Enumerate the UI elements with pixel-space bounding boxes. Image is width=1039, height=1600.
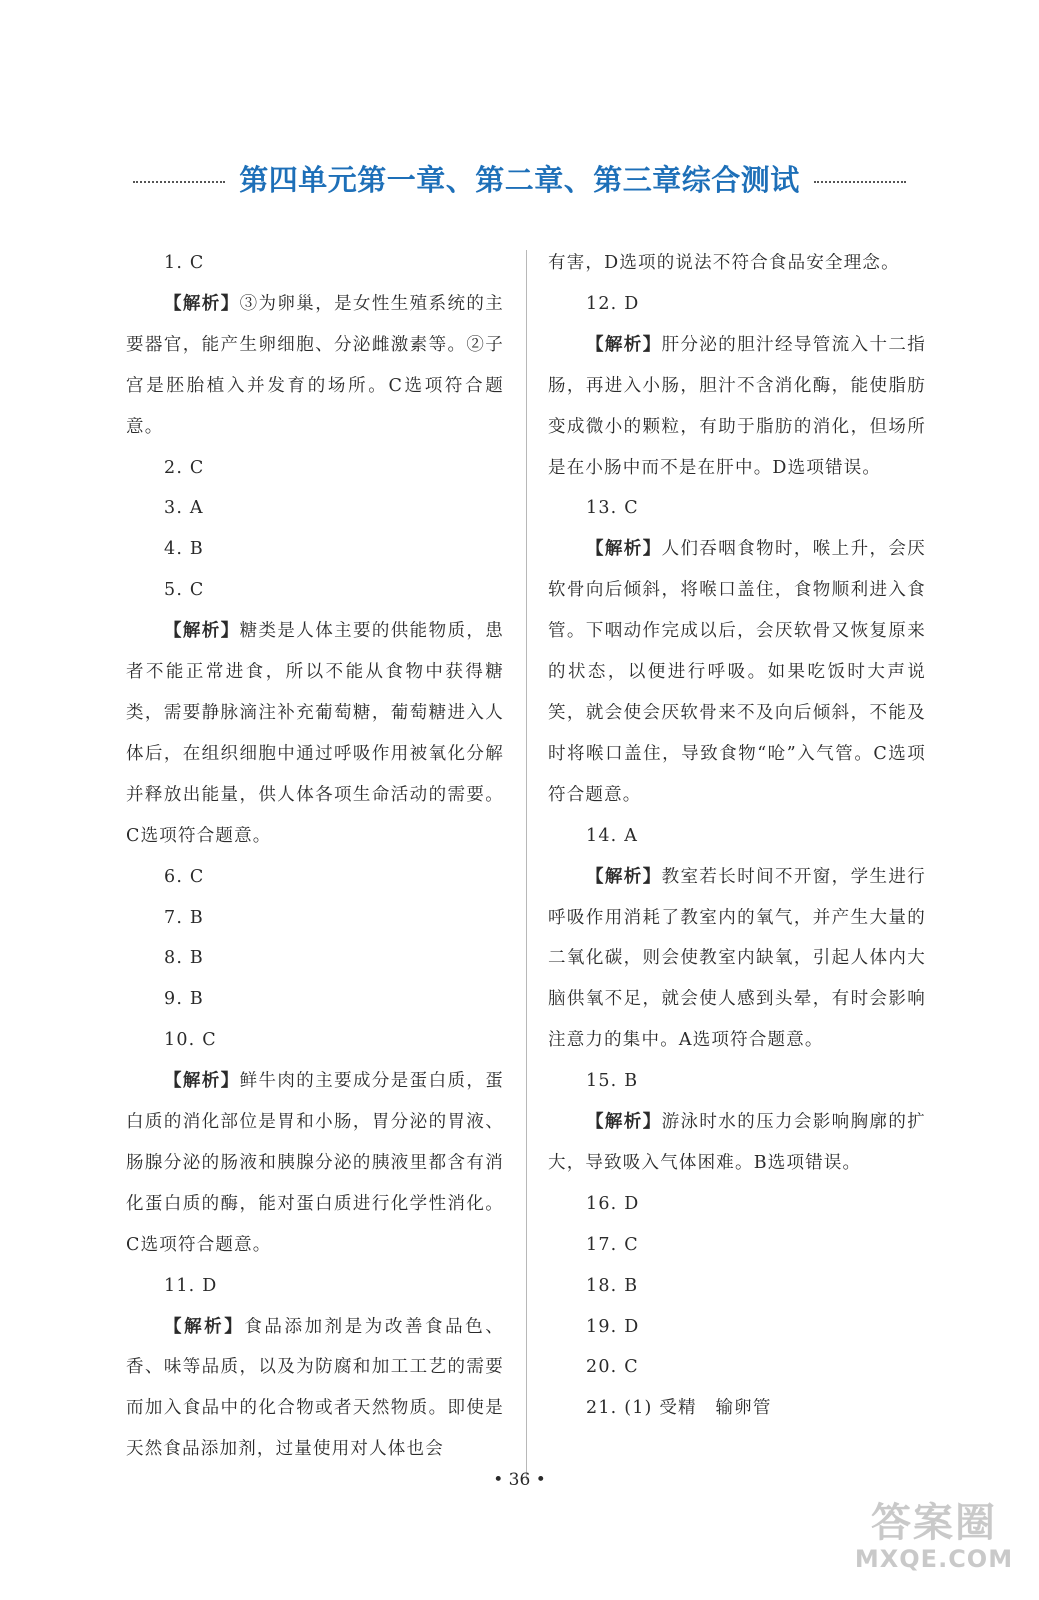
answer-20: 20. C <box>586 1357 639 1378</box>
explanation-tag: 【解析】 <box>164 1071 240 1092</box>
column-divider <box>526 250 527 1480</box>
title-row <box>0 150 1039 206</box>
explanation-text: 鲜牛肉的主要成分是蛋白质，蛋白质的消化部位是胃和小肠，胃分泌的胃液、肠腺分泌的肠液和胰腺分泌的胰液里都含有消化蛋白质的酶，能对蛋白质进行化学性消化。C选项符合题意。 <box>126 1071 504 1255</box>
explanation-text: 游泳时水的压力会影响胸廓的扩大，导致吸入气体困难。B选项错误。 <box>548 1112 926 1173</box>
answer-5: 5. C <box>164 580 205 601</box>
explanation-text: 糖类是人体主要的供能物质，患者不能正常进食，所以不能从食物中获得糖类，需要静脉滴注补充葡萄糖，葡萄糖进入人体后，在组织细胞中通过呼吸作用被氧化分解并释放出能量，供人体各项生命活动的需要。C选项符合题意。 <box>126 621 504 846</box>
explanation-1 <box>126 284 504 448</box>
explanation-tag: 【解析】 <box>586 539 662 560</box>
answer-14: 14. A <box>586 825 639 846</box>
page-number: • 36 • <box>493 1470 546 1490</box>
answer-9: 9. B <box>164 989 204 1010</box>
answer-15: 15. B <box>586 1071 639 1092</box>
answer-10: 10. C <box>164 1030 217 1051</box>
explanation-5 <box>126 611 504 856</box>
left-column <box>126 243 504 1470</box>
explanation-tag: 【解析】 <box>164 621 240 642</box>
answer-16: 16. D <box>586 1193 640 1214</box>
answer-6: 6. C <box>164 866 205 887</box>
title-dots-left <box>133 181 225 183</box>
explanation-tag: 【解析】 <box>164 1316 245 1337</box>
answer-18: 18. B <box>586 1275 639 1296</box>
explanation-11-continued: 有害，D选项的说法不符合食品安全理念。 <box>548 253 900 273</box>
explanation-tag: 【解析】 <box>586 866 662 887</box>
answer-1: 1. C <box>164 253 205 273</box>
explanation-13 <box>548 529 926 815</box>
answer-11: 11. D <box>164 1275 218 1296</box>
explanation-text: 食品添加剂是为改善食品色、香、味等品质，以及为防腐和加工工艺的需要而加入食品中的化合物或者天然物质。即使是天然食品添加剂，过量使用对人体也会 <box>126 1316 504 1460</box>
answer-8: 8. B <box>164 948 204 969</box>
answer-13: 13. C <box>586 498 639 519</box>
watermark-bottom: MXQE.COM <box>854 1545 1014 1573</box>
watermark-logo <box>849 1500 1019 1572</box>
explanation-11 <box>126 1307 504 1471</box>
explanation-tag: 【解析】 <box>586 1112 662 1133</box>
title-dots-right <box>814 181 906 183</box>
explanation-text: 教室若长时间不开窗，学生进行呼吸作用消耗了教室内的氧气，并产生大量的二氧化碳，则会使教室内缺氧，引起人体内大脑供氧不足，就会使人感到头晕，有时会影响注意力的集中。A选项符合题意。 <box>548 866 926 1051</box>
answer-12: 12. D <box>586 293 640 314</box>
answer-19: 19. D <box>586 1316 640 1337</box>
explanation-text: ③为卵巢，是女性生殖系统的主要器官，能产生卵细胞、分泌雌激素等。②子宫是胚胎植入并发育的场所。C选项符合题意。 <box>126 293 504 437</box>
watermark-top: 答案圈 <box>871 1500 997 1546</box>
explanation-14 <box>548 857 926 1062</box>
answer-17: 17. C <box>586 1234 639 1255</box>
explanation-tag: 【解析】 <box>586 334 662 355</box>
explanation-10 <box>126 1061 504 1266</box>
explanation-text: 人们吞咽食物时，喉上升，会厌软骨向后倾斜，将喉口盖住，食物顺利进入食管。下咽动作完成以后，会厌软骨又恢复原来的状态，以便进行呼吸。如果吃饭时大声说笑，就会使会厌软骨来不及向后倾斜，不能及时将喉口盖住，导致食物“呛”入气管。C选项符合题意。 <box>548 539 926 805</box>
explanation-text: 肝分泌的胆汁经导管流入十二指肠，再进入小肠，胆汁不含消化酶，能使脂肪变成微小的颗粒，有助于脂肪的消化，但场所是在小肠中而不是在肝中。D选项错误。 <box>548 334 926 478</box>
explanation-15 <box>548 1102 926 1184</box>
explanation-12 <box>548 325 926 489</box>
right-column <box>548 243 926 1429</box>
page-title: 第四单元第一章、第二章、第三章综合测试 <box>239 162 800 197</box>
answer-2: 2. C <box>164 457 205 478</box>
answer-21: 21. (1) 受精 输卵管 <box>586 1398 772 1419</box>
answer-4: 4. B <box>164 539 204 560</box>
explanation-tag: 【解析】 <box>164 293 240 314</box>
answer-7: 7. B <box>164 907 204 928</box>
answer-3: 3. A <box>164 498 204 519</box>
